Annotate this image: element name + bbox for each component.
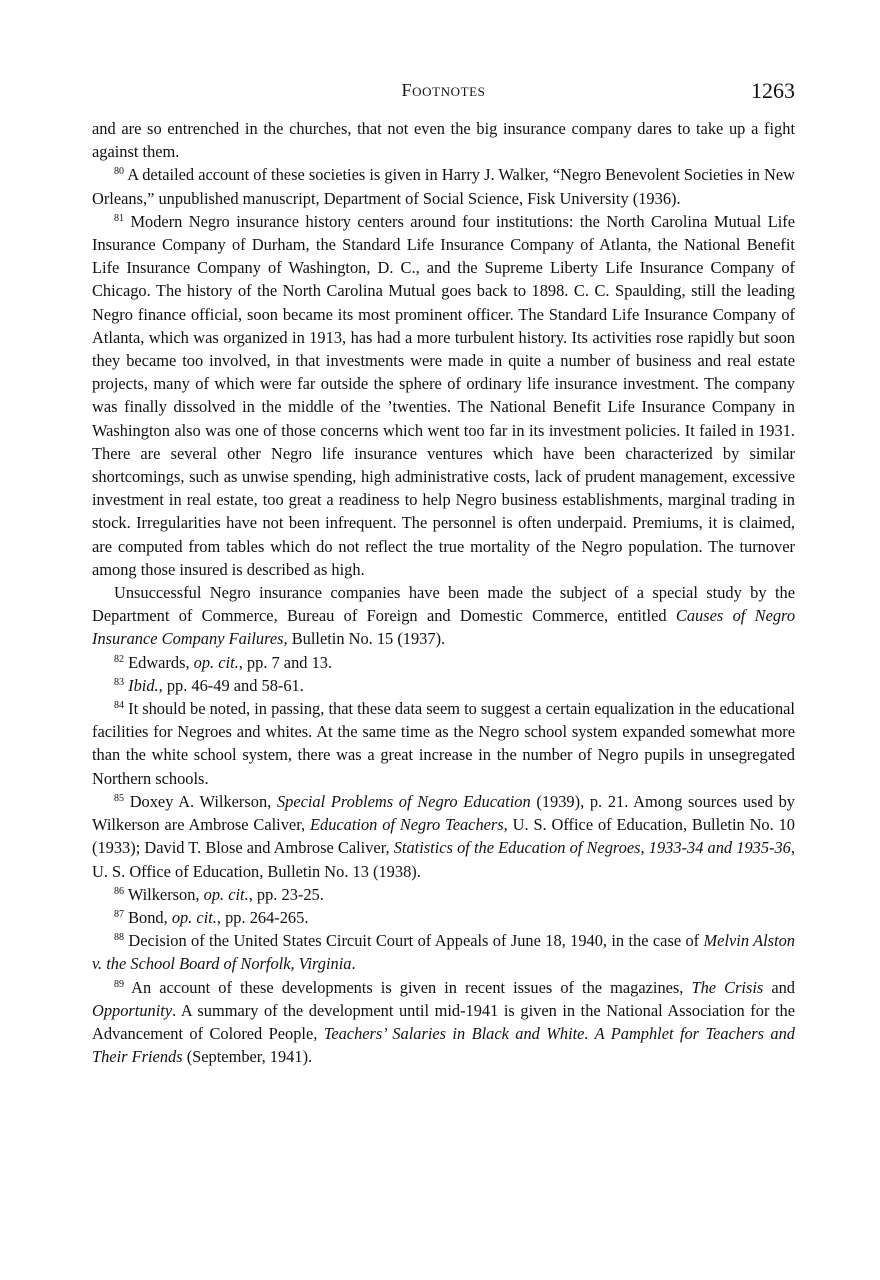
- footnote-82: [92, 651, 795, 674]
- footnote-number: 85: [114, 792, 124, 804]
- footnote-text: (1939), p. 21. Among sources used by Wilkerson are Ambrose Caliver,: [92, 791, 795, 835]
- footnote-paragraph: [92, 117, 795, 163]
- footnote-text: , pp. 264-265.: [216, 907, 309, 927]
- footnote-text: , pp. 46-49 and 58-61.: [158, 675, 304, 695]
- running-header: [92, 80, 795, 106]
- footnote-text: and: [763, 977, 795, 997]
- footnote-text: Decision of the United States Circuit Court of Appeals of June 18, 1940, in the case of: [128, 931, 704, 951]
- footnote-number: 87: [114, 908, 124, 920]
- footnote-text: Edwards,: [128, 652, 194, 672]
- footnote-86: [92, 883, 795, 906]
- footnote-89: [92, 976, 795, 1069]
- footnote-text: , Bulletin No. 15 (1937).: [283, 629, 446, 649]
- footnote-84: [92, 697, 795, 790]
- footnote-text: . A summary of the development until mid-1941 is given in the National Association for the Advancement of Colored People,: [92, 1000, 795, 1043]
- italic-title: Teachers’ Salaries in Black and White. A Pamphlet for Teachers and Their Friends: [92, 1023, 795, 1067]
- footnote-text: Modern Negro insurance history centers around four institutions: the North Carolina Mutual Life Insurance Company of Durham, the Standard Life Insurance Company of Atlanta, the National Benefit Life Insurance Company of Washington, D. C., and the Supreme Liberty Life Insurance Company of Chicago. The history of the North Carolina Mutual goes back to 1898. C. C. Spaulding, still the leading Negro finance official, soon became its most prominent officer. The Standard Life Insurance Company of Atlanta, which was organized in 1913, has had a more turbulent history. Its activities rose rapidly but soon they became too involved, in that investments were made in quite a number of business and real estate projects, many of which were far outside the sphere of ordinary life insurance investment. The company was finally dissolved in the middle of the ’twenties. The National Benefit Life Insurance Company in Washington also was one of those concerns which went too far in its investment policies. It failed in 1931. There are several other Negro life insurance ventures which have been characterized by similar shortcomings, such as unwise spending, high administrative costs, lack of prudent management, excessive investment in real estate, too great a readiness to help Negro business establishments, marginal trading in stock. Irregularities have not been infrequent. The personnel is often underpaid. Premiums, it is claimed, are computed from tables which do not reflect the true mortality of the Negro population. The turnover among those insured is described as high.: [92, 211, 795, 579]
- italic-title: op. cit.: [171, 907, 217, 927]
- footnote-text: (September, 1941).: [182, 1047, 313, 1067]
- italic-title: The Crisis: [691, 977, 764, 997]
- footnote-85: [92, 790, 795, 883]
- footnote-text: Unsuccessful Negro insurance companies have been made the subject of a special study by the Department of Commerce, Bureau of Foreign and Domestic Commerce, entitled: [92, 583, 795, 626]
- footnote-text: , pp. 23-25.: [248, 884, 324, 904]
- footnote-text: It should be noted, in passing, that these data seem to suggest a certain equalization in the educational facilities for Negroes and whites. At the same time as the Negro school system expanded somewhat more than the white school system, there was a great increase in the number of Negro pupils in unsegregated Northern schools.: [92, 699, 795, 788]
- italic-title: Melvin Alston v. the School Board of Norfolk, Virginia: [92, 931, 796, 974]
- italic-title: Education of Negro Teachers: [309, 815, 504, 835]
- footnote-number: 84: [114, 700, 124, 712]
- italic-title: Opportunity: [92, 1000, 173, 1020]
- footnote-number: 86: [114, 885, 124, 897]
- footnote-text: , U. S. Office of Education, Bulletin No. 13 (1938).: [92, 838, 795, 881]
- italic-title: op. cit.: [203, 884, 249, 904]
- footnote-number: 80: [114, 166, 124, 178]
- italic-title: Causes of Negro Insurance Company Failures: [92, 606, 796, 649]
- footnote-87: [92, 906, 795, 929]
- italic-title: Special Problems of Negro Education: [276, 791, 531, 811]
- footnote-number: 83: [114, 676, 124, 688]
- footnote-number: 82: [114, 653, 124, 665]
- footnote-number: 88: [114, 932, 124, 944]
- footnote-text: An account of these developments is given in recent issues of the magazines,: [131, 977, 692, 997]
- footnote-number: 89: [114, 978, 124, 990]
- footnote-text: Wilkerson,: [127, 884, 204, 904]
- footnote-88: [92, 929, 795, 975]
- footnote-text: , U. S. Office of Education, Bulletin No. 10 (1933); David T. Blose and Ambrose Caliver,: [92, 815, 795, 858]
- footnotes-body: [92, 117, 795, 1068]
- page-number: 1263: [751, 78, 795, 103]
- footnote-text: , pp. 7 and 13.: [238, 652, 333, 672]
- footnote-80: [92, 163, 795, 209]
- footnote-text: A detailed account of these societies is given in Harry J. Walker, “Negro Benevolent Societies in New Orleans,” unpublished manuscript, Department of Social Science, Fisk University (1936).: [92, 165, 795, 208]
- footnote-number: 81: [114, 212, 124, 224]
- footnote-text: Bond,: [128, 907, 172, 927]
- italic-title: Statistics of the Education of Negroes, 1933-34 and 1935-36: [393, 838, 791, 858]
- footnote-text: .: [351, 954, 356, 974]
- footnote-text: Doxey A. Wilkerson,: [129, 791, 277, 811]
- footnote-81: [92, 210, 795, 581]
- footnote-text: and are so entrenched in the churches, that not even the big insurance company dares to take up a fight against them.: [92, 119, 795, 162]
- italic-title: op. cit.: [193, 652, 239, 672]
- footnote-paragraph: [92, 581, 795, 651]
- footnote-83: [92, 674, 795, 697]
- italic-title: Ibid.: [128, 675, 159, 695]
- running-title: Footnotes: [401, 80, 486, 100]
